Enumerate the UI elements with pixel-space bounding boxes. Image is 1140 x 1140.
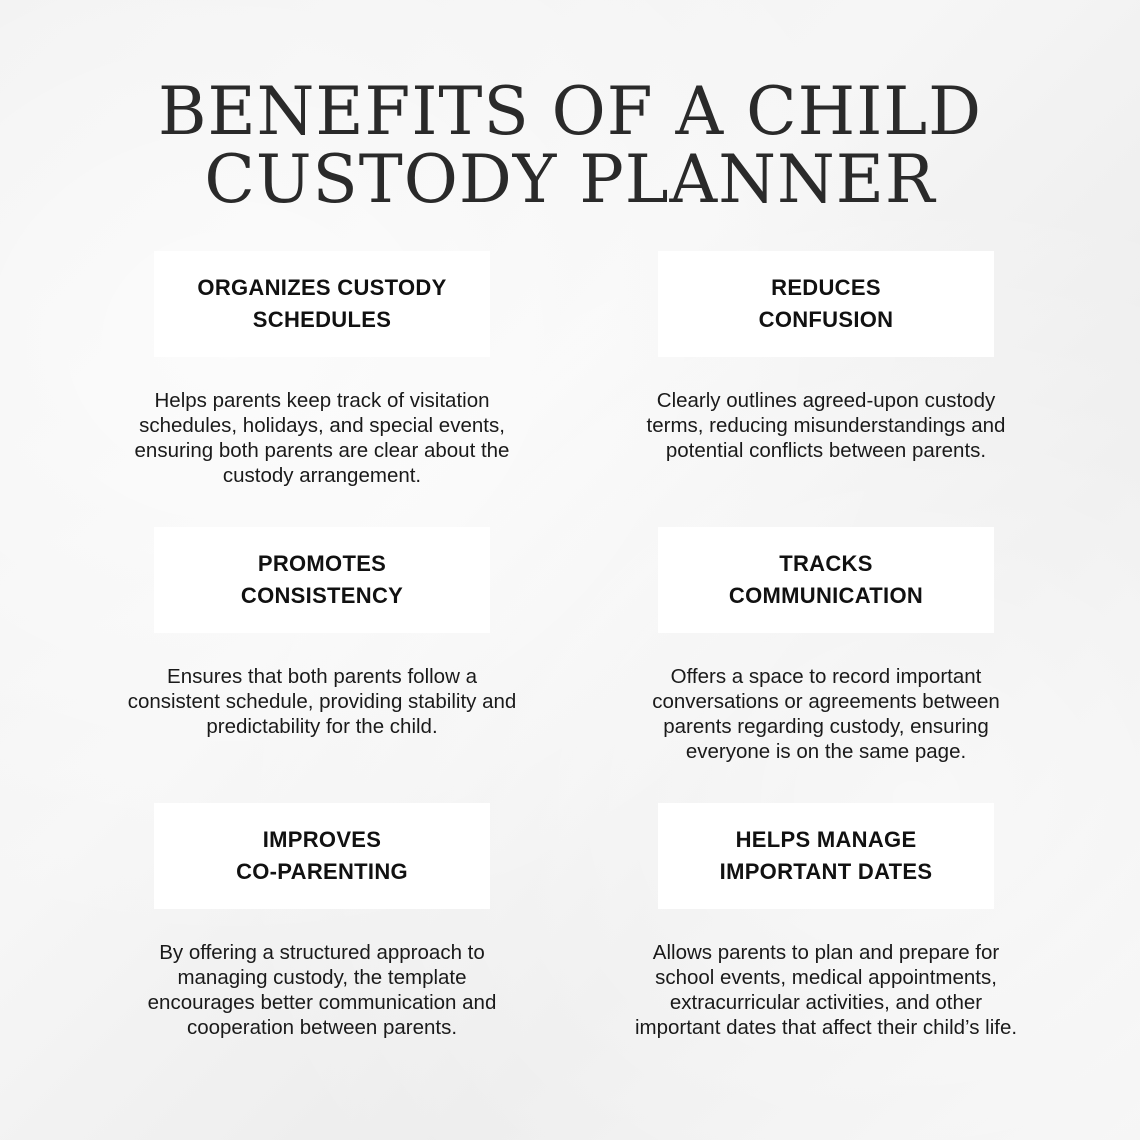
benefit-description: Offers a space to record important conversations or agreements between parents regarding custody, ensuring everyone is on the same page. [652, 665, 1000, 763]
benefit-card-manage-dates [658, 803, 994, 909]
benefit-heading: PROMOTES CONSISTENCY [240, 551, 404, 608]
benefit-description: Helps parents keep track of visitation schedules, holidays, and special events, ensuring both parents are clear about the custody arrangement. [134, 389, 510, 487]
benefit-heading: ORGANIZES CUSTODY SCHEDULES [197, 275, 447, 332]
benefit-card-promotes-consistency [154, 527, 490, 633]
title-line-2: CUSTODY PLANNER [204, 141, 936, 218]
benefit-description: Ensures that both parents follow a consistent schedule, providing stability and predictability for the child. [127, 665, 517, 738]
benefit-card-tracks-communication [658, 527, 994, 633]
benefit-heading: REDUCES CONFUSION [758, 275, 894, 332]
benefit-description: Clearly outlines agreed-upon custody terms, reducing misunderstandings and potential conflicts between parents. [646, 389, 1006, 462]
page-title [0, 73, 1140, 218]
benefit-description: By offering a structured approach to managing custody, the template encourages better communication and cooperation between parents. [147, 941, 497, 1039]
benefit-heading: TRACKS COMMUNICATION [728, 551, 924, 608]
benefit-card-organizes-schedules [154, 251, 490, 357]
title-line-1: BENEFITS OF A CHILD [157, 73, 983, 150]
benefit-heading: HELPS MANAGE IMPORTANT DATES [719, 827, 933, 884]
benefit-card-reduces-confusion [658, 251, 994, 357]
benefit-card-improves-coparenting [154, 803, 490, 909]
benefit-description: Allows parents to plan and prepare for school events, medical appointments, extracurricular activities, and other important dates that affect their child’s life. [634, 941, 1018, 1039]
benefit-heading: IMPROVES CO-PARENTING [236, 827, 408, 884]
